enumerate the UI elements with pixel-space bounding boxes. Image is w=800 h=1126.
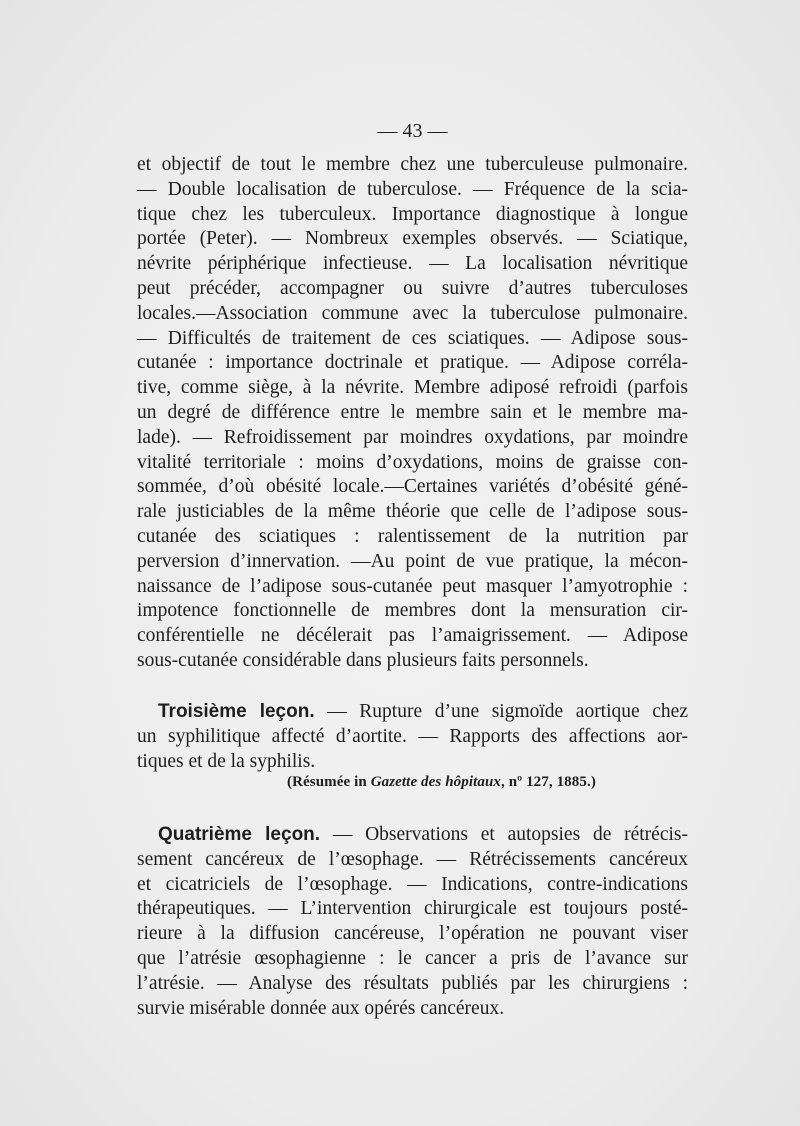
text-line: perversion d’innervation. —Au point de vue pratique, la mécon- (137, 550, 688, 572)
text-line: un degré de différence entre le membre sain et le membre ma- (137, 401, 688, 423)
text-line: vitalité territoriale : moins d’oxydations, moins de graisse con- (137, 451, 688, 473)
text-line: tiques et de la syphilis. (137, 750, 316, 772)
text-line: conférentielle ne décélerait pas l’amaigrissement. — Adipose (137, 625, 688, 647)
text-line: lade). — Refroidissement par moindres oxydations, par moindre (137, 426, 688, 448)
lesson3-heading: Troisième leçon. (158, 701, 315, 722)
text-line: un syphilitique affecté d’aortite. — Rapports des affections aor- (137, 725, 688, 747)
text-line: névrite périphérique infectieuse. — La localisation névritique (137, 253, 688, 275)
text-line: et cicatriciels de l’œsophage. — Indications, contre-indications (137, 873, 688, 895)
text-line: locales.—Association commune avec la tuberculose pulmonaire. (137, 302, 688, 324)
text-line: tique chez les tuberculeux. Importance diagnostique à longue (137, 203, 688, 225)
text-line: naissance de l’adipose sous-cutanée peut masquer l’amyotrophie : (137, 575, 688, 597)
text-line: que l’atrésie œsophagienne : le cancer a pris de l’avance sur (137, 947, 688, 969)
text-line: rale justiciables de la même théorie que celle de l’adipose sous- (137, 501, 688, 523)
text-line (137, 700, 688, 725)
text-line: survie misérable donnée aux opérés cancéreux. (137, 997, 505, 1019)
text-line: thérapeutiques. — L’intervention chirurgicale est toujours posté- (137, 898, 688, 920)
text-line: tive, comme siège, à la névrite. Membre adiposé refroidi (parfois (137, 377, 688, 399)
text-line (137, 823, 688, 848)
paragraph-lesson4 (137, 823, 688, 1021)
text-line: l’atrésie. — Analyse des résultats publiés par les chirurgiens : (137, 972, 688, 994)
lesson4-heading: Quatrième leçon. (158, 824, 321, 845)
paragraph-lesson2-summary (137, 153, 688, 674)
text-line: cutanée des sciatiques : ralentissement de la nutrition par (137, 525, 688, 547)
page-number: — 43 — (377, 120, 448, 142)
paragraph-lesson3 (137, 700, 688, 774)
text-line: sommée, d’où obésité locale.—Certaines variétés d’obésité géné- (137, 476, 688, 498)
text-line: rieure à la diffusion cancéreuse, l’opération ne pouvant viser (137, 923, 688, 945)
text-run: — Observations et autopsies de rétrécis- (320, 824, 688, 845)
text-line: — Double localisation de tuberculose. — Fréquence de la scia- (137, 178, 688, 200)
text-line: et objectif de tout le membre chez une tuberculeuse pulmonaire. (137, 154, 688, 175)
text-line: cutanée : importance doctrinale et pratique. — Adipose corréla- (137, 352, 688, 374)
bibliographic-reference (287, 774, 596, 791)
text-line: peut précéder, accompagner ou suivre d’autres tuberculoses (137, 277, 688, 299)
journal-title: Gazette des hôpitaux (370, 774, 502, 790)
reference-suffix: , nº 127, 1885.) (501, 774, 596, 790)
text-line: sement cancéreux de l’œsophage. — Rétrécissements cancéreux (137, 848, 688, 870)
text-line: — Difficultés de traitement de ces sciatiques. — Adipose sous- (137, 327, 688, 349)
text-line: portée (Peter). — Nombreux exemples observés. — Sciatique, (137, 228, 688, 250)
text-run: — Rupture d’une sigmoïde aortique chez (314, 701, 688, 722)
text-line: impotence fonctionnelle de membres dont la mensuration cir- (137, 600, 688, 622)
text-line: sous-cutanée considérable dans plusieurs faits personnels. (137, 649, 589, 671)
reference-prefix: (Résumée in (287, 774, 371, 790)
